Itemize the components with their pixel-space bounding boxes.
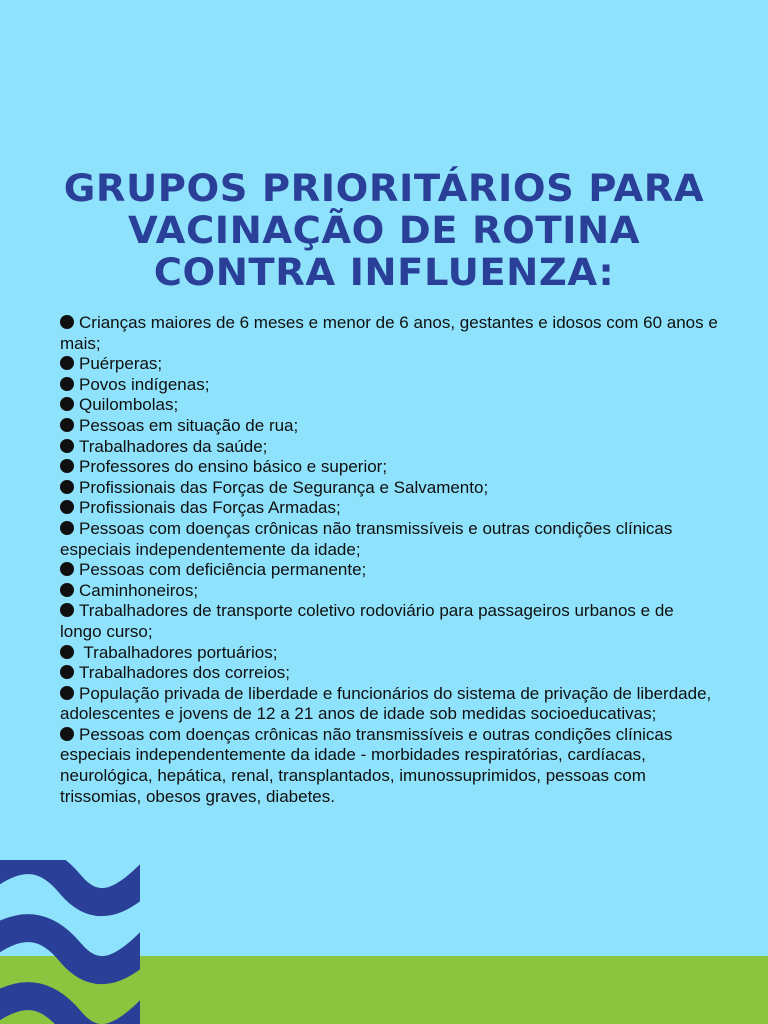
bullet-icon <box>60 377 74 391</box>
bullet-icon <box>60 356 74 370</box>
bullet-icon <box>60 562 74 576</box>
bullet-icon <box>60 521 74 535</box>
list-item <box>60 519 720 560</box>
list-item-text: Caminhoneiros; <box>79 580 199 600</box>
list-item-text: Profissionais das Forças de Segurança e Salvamento; <box>79 477 489 497</box>
list-item <box>60 457 720 478</box>
wave-stripe-2 <box>0 928 140 970</box>
wave-stripe-3 <box>0 996 140 1024</box>
bullet-icon <box>60 418 74 432</box>
list-item <box>60 581 720 602</box>
list-item-text: Trabalhadores da saúde; <box>79 436 268 456</box>
list-item <box>60 395 720 416</box>
list-item <box>60 498 720 519</box>
list-item-text: População privada de liberdade e funcionários do sistema de privação de liberdade, adolescentes e jovens de 12 a 21 anos de idade sob medidas socioeducativas; <box>60 683 712 724</box>
priority-groups-list <box>60 313 720 807</box>
wave-decoration-icon <box>0 860 140 1024</box>
list-item <box>60 354 720 375</box>
list-item-text: Profissionais das Forças Armadas; <box>79 498 341 518</box>
list-item <box>60 663 720 684</box>
bullet-icon <box>60 665 74 679</box>
list-item-text: Pessoas com deficiência permanente; <box>79 560 367 580</box>
list-item-text: Professores do ensino básico e superior; <box>79 457 388 477</box>
list-item-text: Povos indígenas; <box>79 374 210 394</box>
list-item-text: Puérperas; <box>79 354 163 374</box>
bullet-icon <box>60 459 74 473</box>
title-line-3: CONTRA INFLUENZA: <box>153 251 615 294</box>
list-item <box>60 725 720 807</box>
bullet-icon <box>60 439 74 453</box>
list-item <box>60 478 720 499</box>
bullet-icon <box>60 583 74 597</box>
list-item <box>60 416 720 437</box>
bullet-icon <box>60 727 74 741</box>
list-item <box>60 684 720 725</box>
bullet-icon <box>60 603 74 617</box>
wave-stripe-1 <box>0 860 140 902</box>
bullet-icon <box>60 480 74 494</box>
page-title <box>0 168 768 294</box>
list-item-text: Pessoas em situação de rua; <box>79 415 299 435</box>
list-item-text: Trabalhadores dos correios; <box>79 663 291 683</box>
list-item-text: Quilombolas; <box>79 395 179 415</box>
list-item-text: Pessoas com doenças crônicas não transmissíveis e outras condições clínicas especiais independentemente da idade; <box>60 518 673 559</box>
list-item <box>60 437 720 458</box>
bullet-icon <box>60 645 74 659</box>
list-item <box>60 643 720 664</box>
bullet-icon <box>60 397 74 411</box>
list-item <box>60 560 720 581</box>
bullet-icon <box>60 500 74 514</box>
list-item-text: Trabalhadores de transporte coletivo rodoviário para passageiros urbanos e de longo curso; <box>60 601 674 641</box>
list-item-text: Trabalhadores portuários; <box>79 642 278 662</box>
bullet-icon <box>60 686 74 700</box>
list-item <box>60 313 720 354</box>
bullet-icon <box>60 315 74 329</box>
title-line-1: GRUPOS PRIORITÁRIOS PARA <box>63 167 705 210</box>
list-item-text: Pessoas com doenças crônicas não transmissíveis e outras condições clínicas especiais independentemente da idade - morbidades respiratórias, cardíacas, neurológica, hepática, renal, transplantados, imunossuprimidos, pessoas com trissomias, obesos graves, diabetes. <box>60 724 673 806</box>
list-item <box>60 601 720 642</box>
list-item <box>60 375 720 396</box>
list-item-text: Crianças maiores de 6 meses e menor de 6 anos, gestantes e idosos com 60 anos e mais; <box>60 313 718 353</box>
title-line-2: VACINAÇÃO DE ROTINA <box>127 209 641 252</box>
